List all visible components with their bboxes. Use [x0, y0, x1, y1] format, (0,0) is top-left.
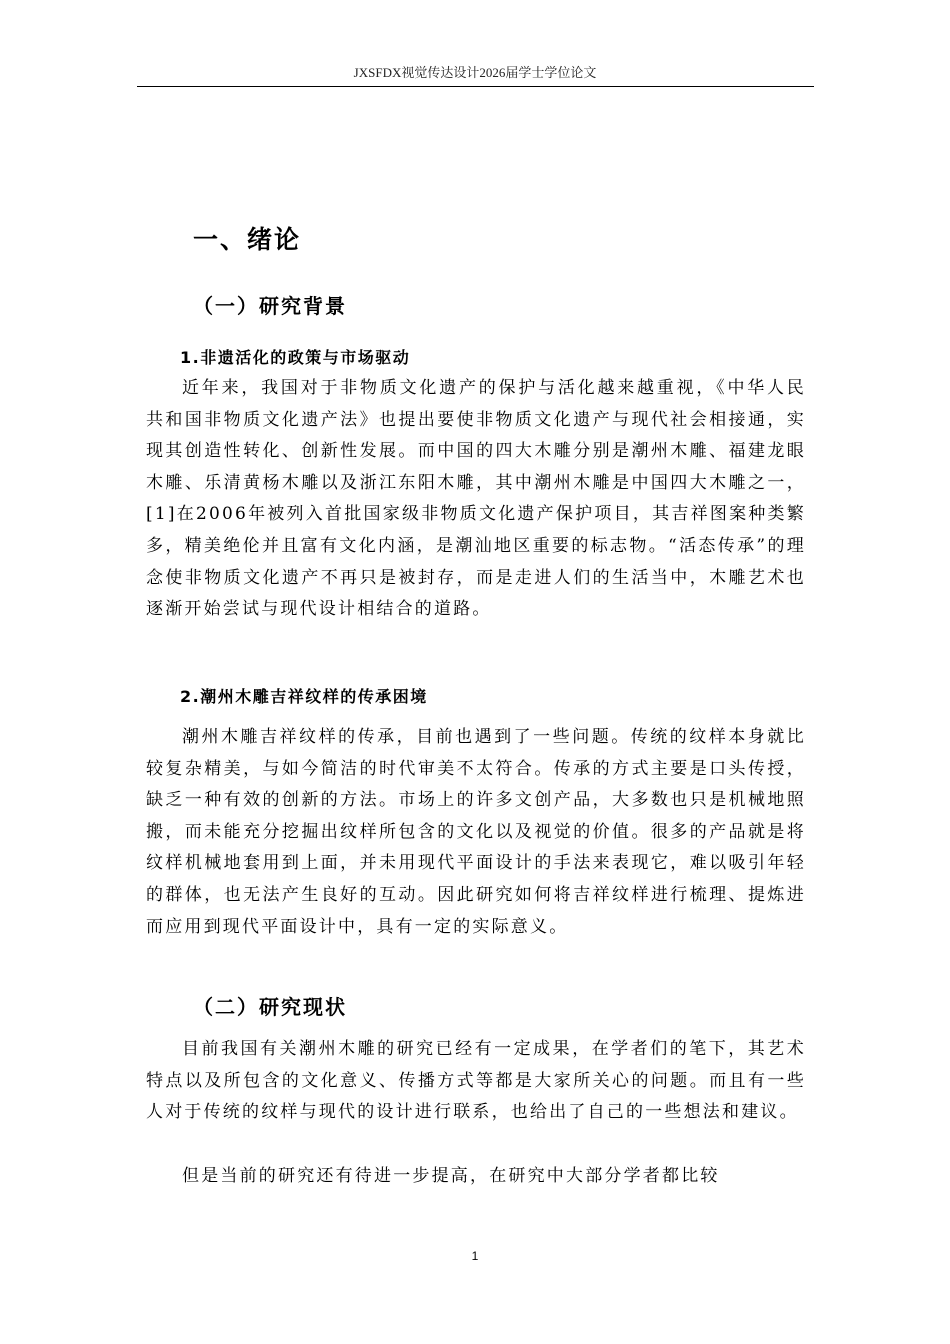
subsection-title-dilemma: 2.潮州木雕吉祥纹样的传承困境	[180, 687, 428, 706]
paragraph-status-1: 目前我国有关潮州木雕的研究已经有一定成果，在学者们的笔下，其艺术特点以及所包含的文化意义、传播方式等都是大家所关心的问题。而且有一些人对于传统的纹样与现代的设计进行联系，也给出了自己的一些想法和建议。	[146, 1039, 806, 1123]
paragraph-policy: 近年来，我国对于非物质文化遗产的保护与活化越来越重视，《中华人民共和国非物质文化遗产法》也提出要使非物质文化遗产与现代社会相接通，实现其创造性转化、创新性发展。而中国的四大木雕分别是潮州木雕、福建龙眼木雕、乐清黄杨木雕以及浙江东阳木雕，其中潮州木雕是中国四大木雕之一，[1]在2006年被列入首批国家级非物质文化遗产保护项目，其吉祥图案种类繁多，精美绝伦并且富有文化内涵，是潮汕地区重要的标志物。“活态传承”的理念使非物质文化遗产不再只是被封存，而是走进人们的生活当中，木雕艺术也逐渐开始尝试与现代设计相结合的道路。	[146, 378, 806, 620]
section-title-background: （一）研究背景	[193, 294, 347, 318]
paragraph-status-2: 但是当前的研究还有待进一步提高，在研究中大部分学者都比较	[182, 1166, 720, 1186]
subsection-title-policy: 1.非遗活化的政策与市场驱动	[180, 348, 411, 367]
header-rule	[137, 86, 814, 87]
page-number: 1	[471, 1249, 479, 1263]
running-header: JXSFDX视觉传达设计2026届学士学位论文	[353, 65, 597, 80]
section-title-status: （二）研究现状	[193, 995, 347, 1019]
chapter-title: 一、绪论	[193, 225, 302, 254]
paragraph-dilemma: 潮州木雕吉祥纹样的传承，目前也遇到了一些问题。传统的纹样本身就比较复杂精美，与如今简洁的时代审美不太符合。传承的方式主要是口头传授，缺乏一种有效的创新的方法。市场上的许多文创产品，大多数也只是机械地照搬，而未能充分挖掘出纹样所包含的文化以及视觉的价值。很多的产品就是将纹样机械地套用到上面，并未用现代平面设计的手法来表现它，难以吸引年轻的群体，也无法产生良好的互动。因此研究如何将吉祥纹样进行梳理、提炼进而应用到现代平面设计中，具有一定的实际意义。	[146, 727, 806, 937]
